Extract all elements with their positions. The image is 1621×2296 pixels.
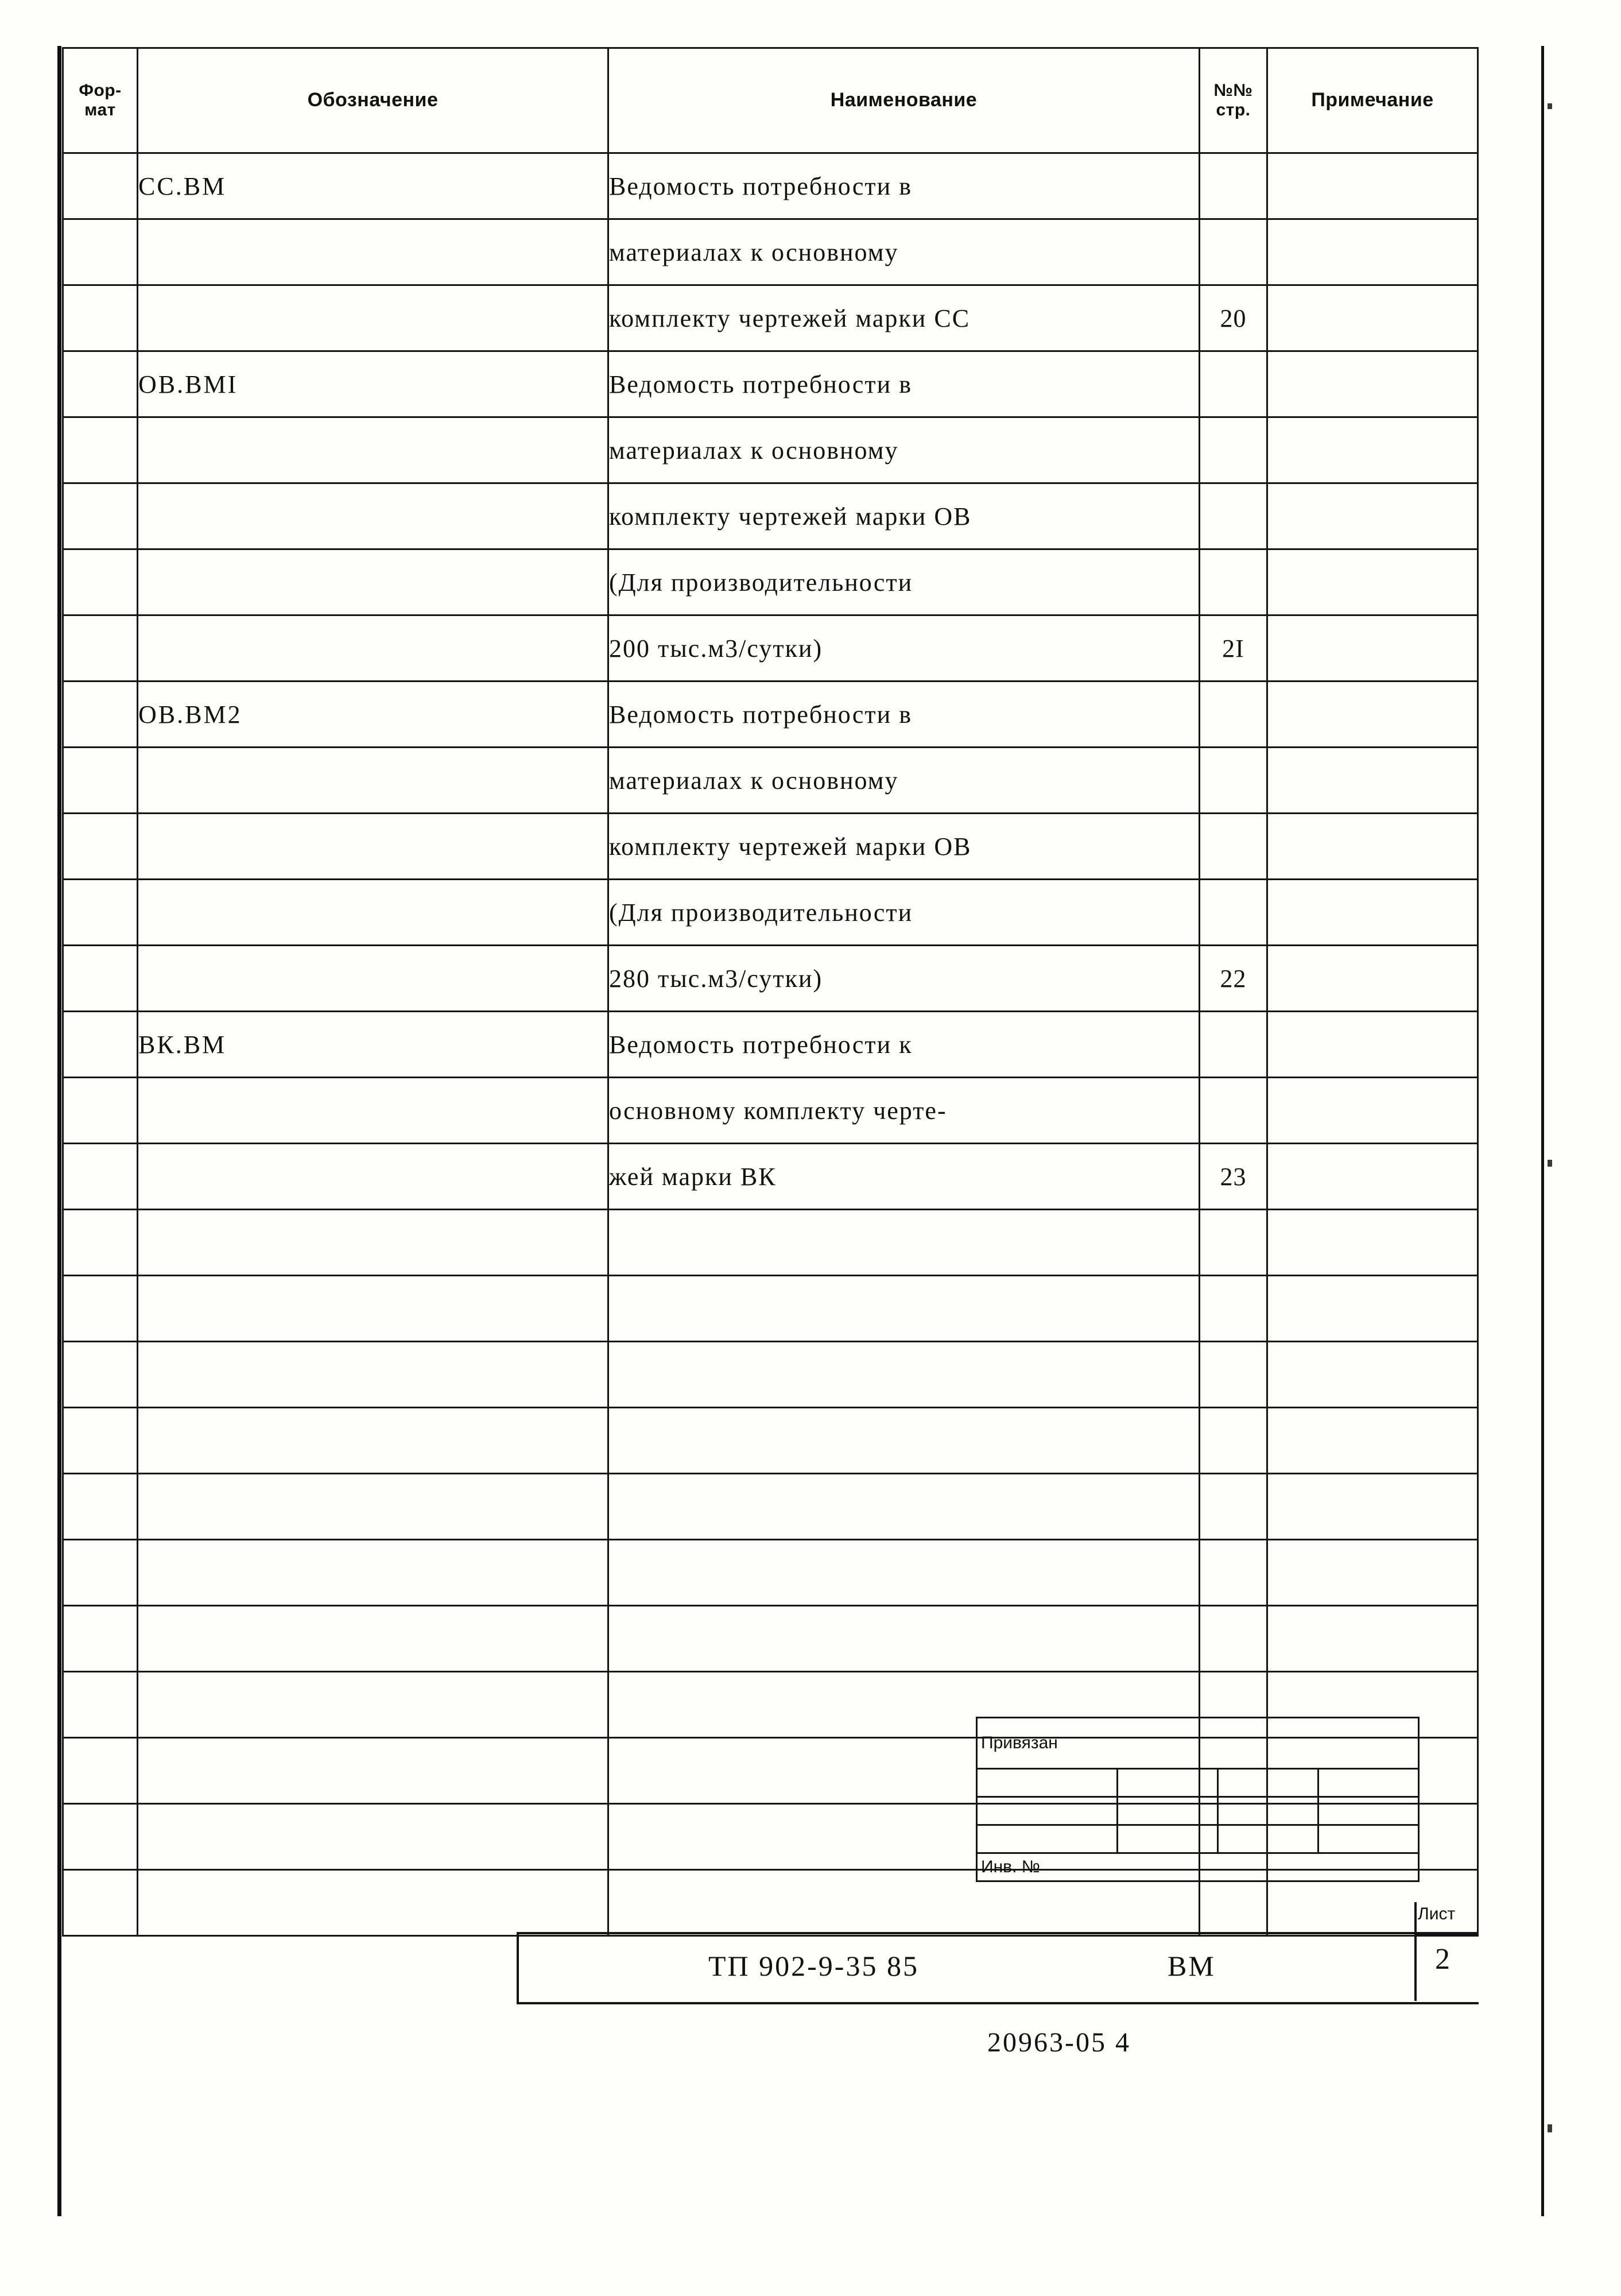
- cell-format: [63, 285, 138, 351]
- cell-note: [1267, 1408, 1478, 1474]
- scan-artifact: [1548, 2124, 1552, 2132]
- cell-designation: [138, 615, 608, 682]
- cell-designation: [138, 219, 608, 285]
- cell-name: материалах к основному: [608, 748, 1200, 814]
- cell-format: [63, 1606, 138, 1672]
- archive-code: 20963-05 4: [987, 2027, 1131, 2058]
- table-row: [63, 1144, 1478, 1210]
- cell-note: [1267, 1276, 1478, 1342]
- cell-format: [63, 814, 138, 880]
- cell-page: 23: [1200, 1144, 1267, 1210]
- stamp-label-inv: Инв. №: [977, 1853, 1419, 1881]
- header-format-line1: Фор-: [79, 80, 122, 100]
- cell-designation: [138, 1474, 608, 1540]
- cell-name: [608, 1474, 1200, 1540]
- table-row: [63, 417, 1478, 483]
- table-header-row: [63, 48, 1478, 153]
- cell-note: [1267, 1144, 1478, 1210]
- cell-format: [63, 1144, 138, 1210]
- table-row: [63, 153, 1478, 219]
- cell-page: [1200, 1210, 1267, 1276]
- cell-designation: [138, 1210, 608, 1276]
- cell-name: (Для производительности: [608, 880, 1200, 946]
- cell-designation: ВК.ВМ: [138, 1012, 608, 1078]
- stamp-row: [977, 1769, 1419, 1797]
- approval-stamp-block: [976, 1717, 1420, 1882]
- cell-designation: [138, 483, 608, 549]
- cell-format: [63, 1738, 138, 1804]
- stamp-cell: [1218, 1797, 1318, 1825]
- cell-note: [1267, 1012, 1478, 1078]
- stamp-cell: [1118, 1769, 1218, 1797]
- cell-format: [63, 1210, 138, 1276]
- cell-format: [63, 483, 138, 549]
- header-page: [1200, 48, 1267, 153]
- cell-note: [1267, 1342, 1478, 1408]
- stamp-cell: [1318, 1825, 1419, 1853]
- table-row: [63, 285, 1478, 351]
- cell-page: [1200, 483, 1267, 549]
- table-row: [63, 615, 1478, 682]
- cell-note: [1267, 153, 1478, 219]
- cell-format: [63, 1540, 138, 1606]
- cell-designation: [138, 1672, 608, 1738]
- cell-name: [608, 1408, 1200, 1474]
- cell-note: [1267, 1210, 1478, 1276]
- cell-designation: [138, 1540, 608, 1606]
- cell-note: [1267, 814, 1478, 880]
- cell-page: [1200, 748, 1267, 814]
- table-row: [63, 1210, 1478, 1276]
- table-row: [63, 1474, 1478, 1540]
- cell-format: [63, 1276, 138, 1342]
- cell-note: [1267, 880, 1478, 946]
- cell-note: [1267, 417, 1478, 483]
- cell-name: Ведомость потребности в: [608, 153, 1200, 219]
- scan-artifact: [1548, 103, 1552, 109]
- cell-name: материалах к основному: [608, 219, 1200, 285]
- specification-table: [62, 47, 1479, 1937]
- cell-page: 2I: [1200, 615, 1267, 682]
- cell-designation: [138, 1870, 608, 1936]
- cell-note: [1267, 351, 1478, 417]
- cell-page: [1200, 549, 1267, 615]
- cell-note: [1267, 1474, 1478, 1540]
- cell-name: [608, 1540, 1200, 1606]
- table-row: [63, 1540, 1478, 1606]
- cell-designation: [138, 1342, 608, 1408]
- stamp-cell: [1218, 1769, 1318, 1797]
- cell-note: [1267, 1078, 1478, 1144]
- cell-note: [1267, 1606, 1478, 1672]
- cell-page: [1200, 417, 1267, 483]
- cell-note: [1267, 285, 1478, 351]
- cell-name: комплекту чертежей марки ОВ: [608, 483, 1200, 549]
- cell-note: [1267, 1540, 1478, 1606]
- header-name: Наименование: [608, 48, 1200, 153]
- cell-format: [63, 219, 138, 285]
- cell-format: [63, 615, 138, 682]
- header-page-line1: №№: [1213, 80, 1253, 100]
- stamp-cell: [1118, 1825, 1218, 1853]
- header-format: [63, 48, 138, 153]
- cell-note: [1267, 748, 1478, 814]
- table-row: [63, 351, 1478, 417]
- cell-page: [1200, 1012, 1267, 1078]
- cell-designation: [138, 1804, 608, 1870]
- frame-right-border: [1541, 46, 1544, 2216]
- title-block-sheet-number: 2: [1435, 1943, 1450, 1976]
- cell-designation: [138, 417, 608, 483]
- cell-format: [63, 880, 138, 946]
- table-row: [63, 1078, 1478, 1144]
- cell-name: 280 тыс.м3/сутки): [608, 946, 1200, 1012]
- table-row: [63, 682, 1478, 748]
- table-row: [63, 946, 1478, 1012]
- cell-name: Ведомость потребности к: [608, 1012, 1200, 1078]
- drawing-sheet: [57, 34, 1550, 2256]
- cell-page: [1200, 682, 1267, 748]
- cell-format: [63, 1012, 138, 1078]
- cell-name: основному комплекту черте-: [608, 1078, 1200, 1144]
- cell-designation: [138, 1276, 608, 1342]
- header-note: Примечание: [1267, 48, 1478, 153]
- cell-format: [63, 417, 138, 483]
- cell-format: [63, 1870, 138, 1936]
- cell-designation: ОВ.ВМI: [138, 351, 608, 417]
- table-body: [63, 153, 1478, 1936]
- cell-designation: [138, 285, 608, 351]
- cell-name: жей марки ВК: [608, 1144, 1200, 1210]
- table-row: [63, 549, 1478, 615]
- cell-format: [63, 682, 138, 748]
- cell-format: [63, 351, 138, 417]
- cell-designation: [138, 946, 608, 1012]
- stamp-cell: [977, 1825, 1118, 1853]
- header-page-line2: стр.: [1216, 100, 1251, 119]
- cell-name: 200 тыс.м3/сутки): [608, 615, 1200, 682]
- cell-name: [608, 1342, 1200, 1408]
- cell-note: [1267, 483, 1478, 549]
- header-designation: Обозначение: [138, 48, 608, 153]
- cell-format: [63, 1804, 138, 1870]
- title-block-code: ТП 902-9-35 85: [708, 1950, 919, 1982]
- table-row: [63, 219, 1478, 285]
- cell-page: 20: [1200, 285, 1267, 351]
- cell-designation: СС.ВМ: [138, 153, 608, 219]
- cell-name: [608, 1210, 1200, 1276]
- cell-name: Ведомость потребности в: [608, 351, 1200, 417]
- title-block-sheet-label: Лист: [1418, 1904, 1456, 1923]
- cell-format: [63, 1474, 138, 1540]
- cell-page: [1200, 1606, 1267, 1672]
- cell-designation: [138, 1606, 608, 1672]
- stamp-cell: [977, 1769, 1118, 1797]
- cell-designation: [138, 549, 608, 615]
- cell-name: [608, 1606, 1200, 1672]
- cell-designation: [138, 1078, 608, 1144]
- table-row: [63, 814, 1478, 880]
- stamp-row: [977, 1797, 1419, 1825]
- cell-name: материалах к основному: [608, 417, 1200, 483]
- cell-page: [1200, 1078, 1267, 1144]
- cell-page: [1200, 219, 1267, 285]
- cell-format: [63, 1342, 138, 1408]
- stamp-row-title: [977, 1718, 1419, 1769]
- stamp-cell: [1318, 1769, 1419, 1797]
- cell-format: [63, 549, 138, 615]
- stamp-row: [977, 1825, 1419, 1853]
- table-row: [63, 1276, 1478, 1342]
- cell-page: [1200, 1540, 1267, 1606]
- stamp-cell: [1318, 1797, 1419, 1825]
- stamp-row-inv: [977, 1853, 1419, 1881]
- cell-note: [1267, 219, 1478, 285]
- title-block-mark: ВМ: [1168, 1950, 1216, 1982]
- table-row: [63, 748, 1478, 814]
- stamp-cell: [977, 1797, 1118, 1825]
- table-row: [63, 1012, 1478, 1078]
- stamp-label-privyazan: Привязан: [977, 1718, 1419, 1769]
- cell-designation: [138, 1144, 608, 1210]
- cell-page: [1200, 814, 1267, 880]
- cell-designation: [138, 814, 608, 880]
- cell-page: [1200, 1342, 1267, 1408]
- cell-name: Ведомость потребности в: [608, 682, 1200, 748]
- cell-format: [63, 748, 138, 814]
- cell-name: комплекту чертежей марки СС: [608, 285, 1200, 351]
- cell-note: [1267, 615, 1478, 682]
- cell-designation: [138, 1738, 608, 1804]
- cell-format: [63, 153, 138, 219]
- cell-page: [1200, 351, 1267, 417]
- cell-page: [1200, 153, 1267, 219]
- stamp-cell: [1218, 1825, 1318, 1853]
- scan-artifact: [1548, 1160, 1552, 1167]
- cell-page: [1200, 880, 1267, 946]
- stamp-cell: [1118, 1797, 1218, 1825]
- cell-designation: ОВ.ВМ2: [138, 682, 608, 748]
- table-row: [63, 1408, 1478, 1474]
- cell-page: [1200, 1276, 1267, 1342]
- cell-designation: [138, 1408, 608, 1474]
- cell-format: [63, 1078, 138, 1144]
- cell-note: [1267, 946, 1478, 1012]
- cell-designation: [138, 748, 608, 814]
- cell-format: [63, 1672, 138, 1738]
- cell-note: [1267, 682, 1478, 748]
- cell-name: комплекту чертежей марки ОВ: [608, 814, 1200, 880]
- table-row: [63, 1606, 1478, 1672]
- table-row: [63, 483, 1478, 549]
- cell-designation: [138, 880, 608, 946]
- table-row: [63, 880, 1478, 946]
- title-block: [517, 1904, 1479, 2004]
- cell-note: [1267, 549, 1478, 615]
- header-format-line2: мат: [84, 100, 116, 119]
- cell-page: [1200, 1408, 1267, 1474]
- cell-format: [63, 1408, 138, 1474]
- cell-page: [1200, 1474, 1267, 1540]
- cell-name: [608, 1276, 1200, 1342]
- cell-format: [63, 946, 138, 1012]
- cell-page: 22: [1200, 946, 1267, 1012]
- cell-name: (Для производительности: [608, 549, 1200, 615]
- title-block-sheet-divider: [1414, 1934, 1479, 1937]
- table-row: [63, 1342, 1478, 1408]
